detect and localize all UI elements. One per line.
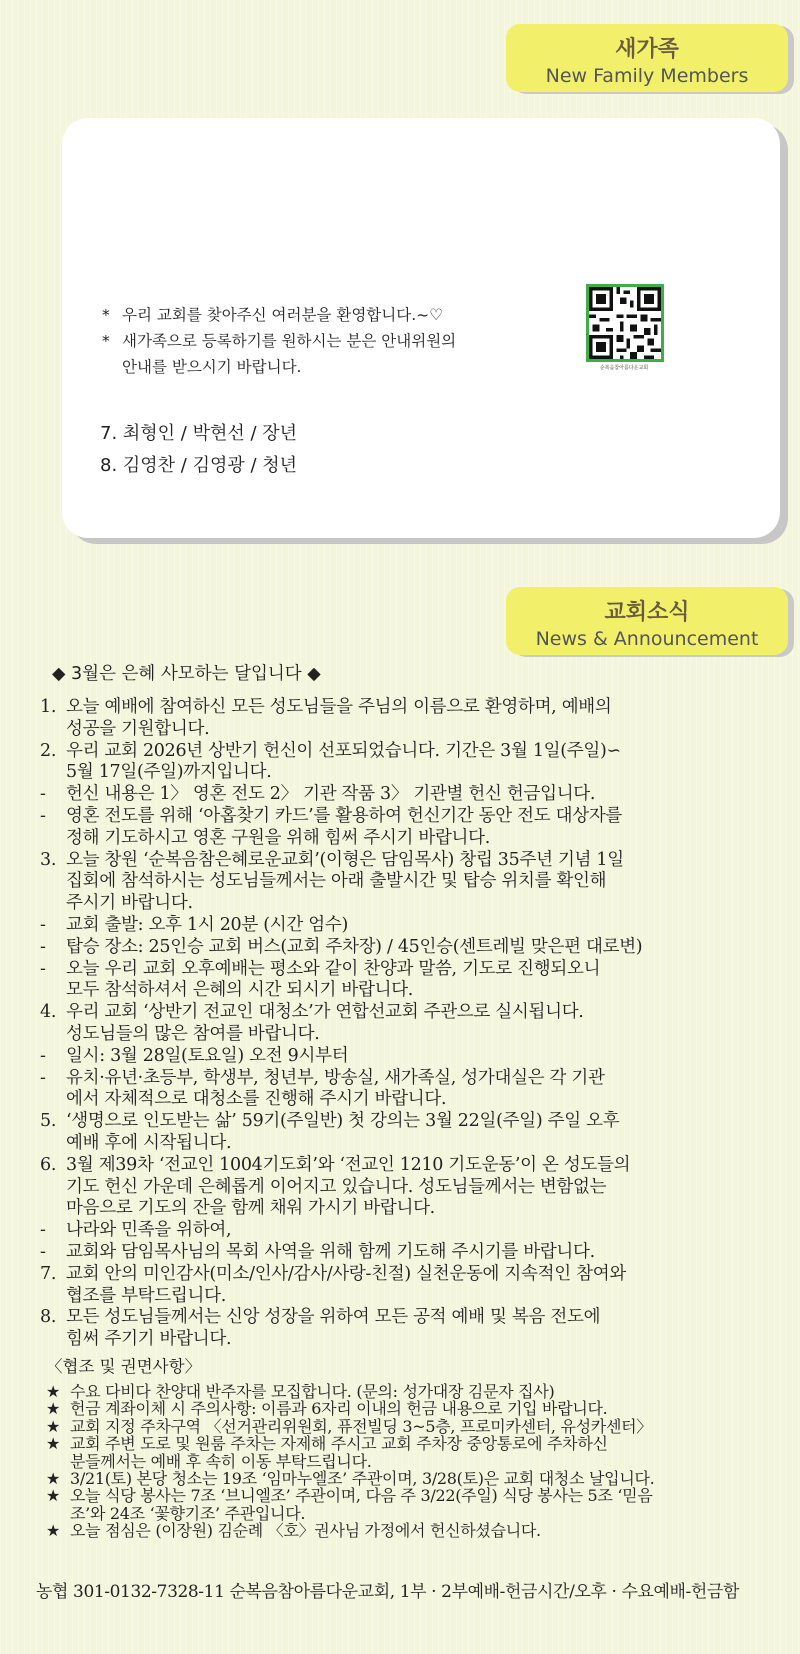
- news-section: [40, 660, 752, 1351]
- news-item-line: [40, 697, 752, 719]
- cooperation-list: [46, 1383, 752, 1540]
- news-tab: [506, 587, 788, 655]
- news-item-line: [40, 1089, 752, 1111]
- news-item-text: 오늘 우리 교회 오후예배는 평소와 같이 찬양과 말씀, 기도로 진행되오니: [66, 958, 601, 979]
- news-item-line: [40, 850, 752, 872]
- news-item-line: [40, 741, 752, 763]
- star-icon: ★: [46, 1382, 61, 1401]
- new-family-title-en: New Family Members: [545, 65, 749, 87]
- news-item-line: [40, 1024, 752, 1046]
- welcome-line: 새가족으로 등록하기를 원하시는 분은 안내위원의: [122, 332, 457, 350]
- account-info: 농협 301-0132-7328-11 순복음참아름다운교회, 1부 · 2부예배-헌금시간/오후 · 수요예배-헌금함: [36, 1582, 739, 1602]
- news-item-text: 우리 교회 ‘상반기 전교인 대청소’가 연합선교회 주관으로 실시됩니다.: [66, 1002, 584, 1023]
- cooperation-text: 교회 주변 도로 및 원룸 주차는 자제해 주시고 교회 주차장 중앙통로에 주차하신: [70, 1434, 608, 1454]
- welcome-line: 안내를 받으시기 바랍니다.: [122, 358, 302, 376]
- news-item-text: 예배 후에 시작됩니다.: [66, 1132, 232, 1153]
- news-item-text: 3월 제39차 ‘전교인 1004기도회’와 ‘전교인 1210 기도운동’이 온 성도들의: [66, 1154, 631, 1175]
- member-item: 8. 김영찬 / 김영광 / 청년: [100, 455, 298, 476]
- member-list: [100, 418, 297, 482]
- news-item-number: -: [40, 1045, 46, 1066]
- cooperation-text: 오늘 식당 봉사는 7조 ‘브니엘조’ 주관이며, 다음 주 3/22(주일) 식당 봉사는 5조 ‘믿음: [70, 1486, 653, 1506]
- news-item-line: [40, 1133, 752, 1155]
- news-item-text: 5월 17일(주일)까지입니다.: [66, 762, 272, 783]
- news-item-text: 협조를 부탁드립니다.: [66, 1285, 226, 1306]
- news-item-number: 4.: [40, 1002, 57, 1023]
- news-item-text: 성도님들의 많은 참여를 바랍니다.: [66, 1023, 320, 1044]
- welcome-line: 우리 교회를 찾아주신 여러분을 환영합니다.~♡: [122, 306, 444, 324]
- news-item-text: 교회 출발: 오후 1시 20분 (시간 엄수): [66, 914, 348, 935]
- cooperation-text: 3/21(토) 본당 청소는 19조 ‘임마누엘조’ 주관이며, 3/28(토)은 교회 대청소 날입니다.: [70, 1469, 655, 1489]
- news-item-line: [40, 1068, 752, 1090]
- cooperation-text: 교회 지정 주차구역 〈선거관리위원회, 퓨전빌딩 3~5층, 프로미카센터, 유성카센터〉: [70, 1416, 652, 1436]
- news-item-number: 5.: [40, 1111, 57, 1132]
- news-item-line: [40, 1002, 752, 1024]
- news-heading: ◆ 3월은 은혜 사모하는 달입니다 ◆: [52, 664, 321, 684]
- news-item-line: [40, 806, 752, 828]
- news-item-text: 주시기 바랍니다.: [66, 893, 193, 914]
- news-item-number: 8.: [40, 1307, 57, 1328]
- news-item-line: [40, 1220, 752, 1242]
- news-item-line: [40, 762, 752, 784]
- news-item-number: -: [40, 1241, 46, 1262]
- cooperation-line: [46, 1453, 752, 1470]
- star-icon: ★: [46, 1521, 61, 1541]
- news-list: [40, 697, 752, 1351]
- cooperation-line: [46, 1487, 752, 1504]
- news-item-text: ‘생명으로 인도받는 삶’ 59기(주일반) 첫 강의는 3월 22일(주일) 주일 오후: [66, 1111, 620, 1132]
- qr-caption: 순복음참아름다운교회: [599, 365, 649, 371]
- news-item-line: [40, 719, 752, 741]
- welcome-message: [102, 302, 456, 380]
- star-icon: ★: [46, 1434, 61, 1454]
- news-item-text: 탑승 장소: 25인승 교회 버스(교회 주차장) / 45인승(센트레빌 맞은편 대로변): [66, 936, 643, 957]
- news-item-text: 영혼 전도를 위해 ‘아홉찾기 카드’를 활용하여 헌신기간 동안 전도 대상자를: [66, 805, 623, 826]
- news-item-number: -: [40, 1220, 46, 1241]
- star-icon: ★: [46, 1416, 61, 1436]
- cooperation-line: [46, 1435, 752, 1452]
- news-item-text: 기도 헌신 가운데 은혜롭게 이어지고 있습니다. 성도님들께서는 변함없는: [66, 1176, 607, 1197]
- new-family-tab: [506, 24, 788, 92]
- news-item-line: [40, 1329, 752, 1351]
- star-icon: ★: [46, 1486, 61, 1506]
- cooperation-text: 헌금 계좌이체 시 주의사항: 이름과 6자리 이내의 헌금 내용으로 기입 바랍니다.: [70, 1399, 608, 1419]
- new-family-title-ko: 새가족: [615, 37, 679, 62]
- news-item-text: 교회 안의 미인감사(미소/인사/감사/사랑-친절) 실천운동에 지속적인 참여와: [66, 1263, 626, 1284]
- cooperation-text: 수요 다비다 찬양대 반주자를 모집합니다. (문의: 성가대장 김문자 집사): [70, 1382, 555, 1401]
- cooperation-line: [46, 1400, 752, 1417]
- news-item-line: [40, 893, 752, 915]
- news-item-line: [40, 1177, 752, 1199]
- cooperation-line: [46, 1522, 752, 1539]
- news-item-line: [40, 1046, 752, 1068]
- new-family-card: [62, 118, 780, 538]
- news-item-text: 헌신 내용은 1〉 영혼 전도 2〉 기관 작품 3〉 기관별 헌신 헌금입니다.: [66, 784, 596, 805]
- news-item-number: 2.: [40, 740, 57, 761]
- news-item-number: -: [40, 958, 46, 979]
- bullet-icon: *: [102, 306, 110, 324]
- news-item-number: -: [40, 805, 46, 826]
- news-title-en: News & Announcement: [535, 628, 759, 650]
- news-title-ko: 교회소식: [604, 600, 690, 625]
- news-item-text: 오늘 예배에 참여하신 모든 성도님들을 주님의 이름으로 환영하며, 예배의: [66, 697, 612, 717]
- cooperation-line: [46, 1470, 752, 1487]
- news-item-text: 모두 참석하셔서 은혜의 시간 되시기 바랍니다.: [66, 980, 414, 1001]
- news-item-line: [40, 1198, 752, 1220]
- news-item-number: -: [40, 914, 46, 935]
- news-item-line: [40, 871, 752, 893]
- cooperation-text: 오늘 점심은 (이장원) 김순례 〈호〉권사님 가정에서 헌신하셨습니다.: [70, 1521, 541, 1541]
- cooperation-section: [46, 1353, 752, 1540]
- news-item-line: [40, 1111, 752, 1133]
- news-item-line: [40, 1242, 752, 1264]
- news-item-text: 힘써 주기기 바랍니다.: [66, 1329, 232, 1350]
- news-item-number: -: [40, 936, 46, 957]
- news-item-number: -: [40, 1067, 46, 1088]
- news-item-number: 1.: [40, 697, 57, 717]
- cooperation-text: 조’와 24조 ‘꽃향기조’ 주관입니다.: [70, 1503, 306, 1523]
- news-item-text: 일시: 3월 28일(토요일) 오전 9시부터: [66, 1045, 349, 1066]
- news-item-line: [40, 915, 752, 937]
- news-item-text: 집회에 참석하시는 성도님들께서는 아래 출발시간 및 탑승 위치를 확인해: [66, 871, 607, 892]
- news-item-text: 오늘 창원 ‘순복음참은혜로운교회’(이형은 담임목사) 창립 35주년 기념 1일: [66, 849, 624, 870]
- cooperation-line: [46, 1505, 752, 1522]
- news-item-text: 성공을 기원합니다.: [66, 718, 210, 739]
- news-item-text: 교회와 담임목사님의 목회 사역을 위해 함께 기도해 주시기를 바랍니다.: [66, 1241, 595, 1262]
- bullet-icon: *: [102, 332, 110, 350]
- news-item-line: [40, 784, 752, 806]
- news-item-line: [40, 1264, 752, 1286]
- news-item-text: 모든 성도님들께서는 신앙 성장을 위하여 모든 공적 예배 및 복음 전도에: [66, 1307, 601, 1328]
- news-item-number: 6.: [40, 1154, 57, 1175]
- news-item-text: 나라와 민족을 위하여,: [66, 1220, 232, 1241]
- cooperation-text: 분들께서는 예배 후 속히 이동 부탁드립니다.: [70, 1451, 372, 1471]
- member-item: 7. 최형인 / 박현선 / 장년: [100, 423, 298, 444]
- news-item-number: 3.: [40, 849, 57, 870]
- news-item-text: 정해 기도하시고 영혼 구원을 위해 힘써 주시기 바랍니다.: [66, 827, 491, 848]
- news-item-text: 유치·유년·초등부, 학생부, 청년부, 방송실, 새가족실, 성가대실은 각 기관: [66, 1067, 605, 1088]
- news-item-line: [40, 1155, 752, 1177]
- cooperation-line: [46, 1418, 752, 1435]
- news-item-line: [40, 959, 752, 981]
- star-icon: ★: [46, 1469, 61, 1489]
- news-item-text: 우리 교회 2026년 상반기 헌신이 선포되었습니다. 기간은 3월 1일(주일)∽: [66, 740, 621, 761]
- news-item-number: 7.: [40, 1263, 57, 1284]
- news-item-text: 에서 자체적으로 대청소를 진행해 주시기 바랍니다.: [66, 1089, 447, 1110]
- news-item-line: [40, 828, 752, 850]
- cooperation-heading: 〈협조 및 권면사항〉: [46, 1357, 202, 1376]
- news-item-line: [40, 1307, 752, 1329]
- qr-code-icon[interactable]: [586, 284, 664, 362]
- news-item-line: [40, 1286, 752, 1308]
- news-item-line: [40, 937, 752, 959]
- news-item-text: 마음으로 기도의 잔을 함께 채워 가시기 바랍니다.: [66, 1198, 435, 1219]
- star-icon: ★: [46, 1399, 61, 1419]
- cooperation-line: [46, 1383, 752, 1400]
- news-item-line: [40, 980, 752, 1002]
- news-item-number: -: [40, 784, 46, 805]
